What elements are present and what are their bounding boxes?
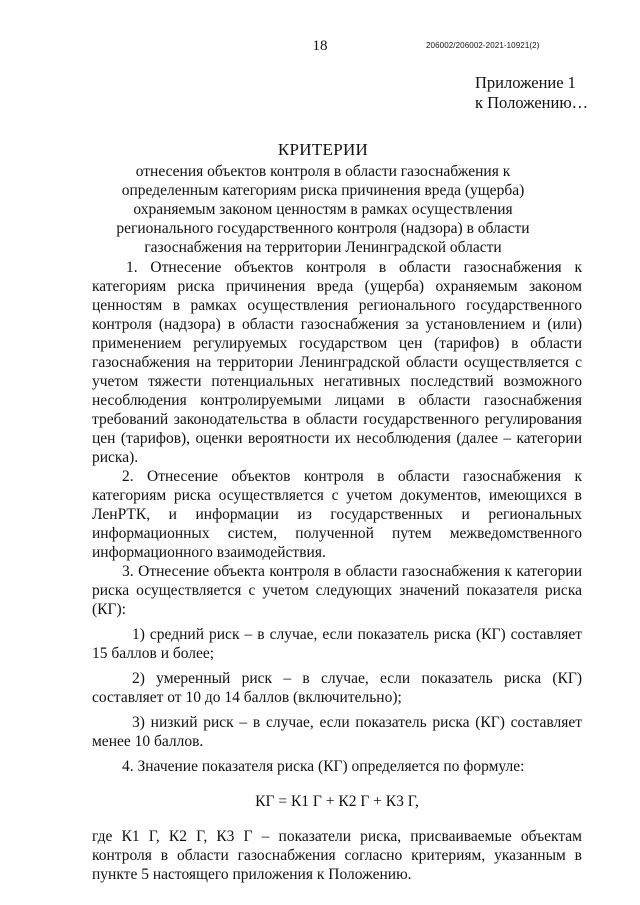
- document-subtitle: отнесения объектов контроля в области газоснабжения к определенным категориям риска причинения вреда (ущерба) охраняемым законом ценностям в рамках осуществления регионального государственного контроля (надзора) в области газоснабжения на территории Ленинградской области: [116, 163, 530, 256]
- document-body: [92, 258, 582, 884]
- list-item-3: 3) низкий риск – в случае, если показатель риска (КГ) составляет менее 10 баллов.: [92, 714, 582, 750]
- title-block: [90, 140, 556, 257]
- list-item-2: 2) умеренный риск – в случае, если показатель риска (КГ) составляет от 10 до 14 баллов (включительно);: [92, 670, 582, 706]
- paragraph-5: где К1 Г, К2 Г, К3 Г – показатели риска, присваиваемые объектам контроля в области газоснабжения согласно критериям, указанным в пункте 5 настоящего приложения к Положению.: [92, 828, 582, 883]
- document-title: КРИТЕРИИ: [277, 140, 369, 159]
- paragraph-4: 4. Значение показателя риска (КГ) определяется по формуле:: [122, 758, 525, 775]
- appendix-reference: [475, 73, 588, 113]
- risk-formula: КГ = К1 Г + К2 Г + К3 Г,: [255, 793, 419, 810]
- paragraph-2: 2. Отнесение объектов контроля в области газоснабжения к категориям риска осуществляется с учетом документов, имеющихся в ЛенРТК, и информации из государственных и региональных информационных систем, полученной путем межведомственного информационного взаимодействия.: [92, 468, 582, 561]
- list-item-1: 1) средний риск – в случае, если показатель риска (КГ) составляет 15 баллов и более;: [92, 626, 582, 662]
- paragraph-3: 3. Отнесение объекта контроля в области газоснабжения к категории риска осуществляется с учетом следующих значений показателя риска (КГ):: [92, 563, 582, 618]
- document-id: 206002/206002-2021-10921(2): [426, 41, 540, 50]
- appendix-line-2: к Положению…: [475, 93, 589, 112]
- paragraph-1: 1. Отнесение объектов контроля в области газоснабжения к категориям риска причинения вреда (ущерба) охраняемым законом ценностям в рамках осуществления регионального государственного контроля (надзора) в области газоснабжения за установлением и (или) применением регулируемых государством цен (тарифов) в области газоснабжения на территории Ленинградской области осуществляется с учетом тяжести потенциальных негативных последствий возможного несоблюдения контролируемыми лицами в области газоснабжения требований законодательства в области государственного регулирования цен (тарифов), оценки вероятности их несоблюдения (далее – категории риска).: [92, 259, 582, 466]
- page-number: 18: [312, 38, 328, 54]
- appendix-line-1: Приложение 1: [475, 73, 576, 92]
